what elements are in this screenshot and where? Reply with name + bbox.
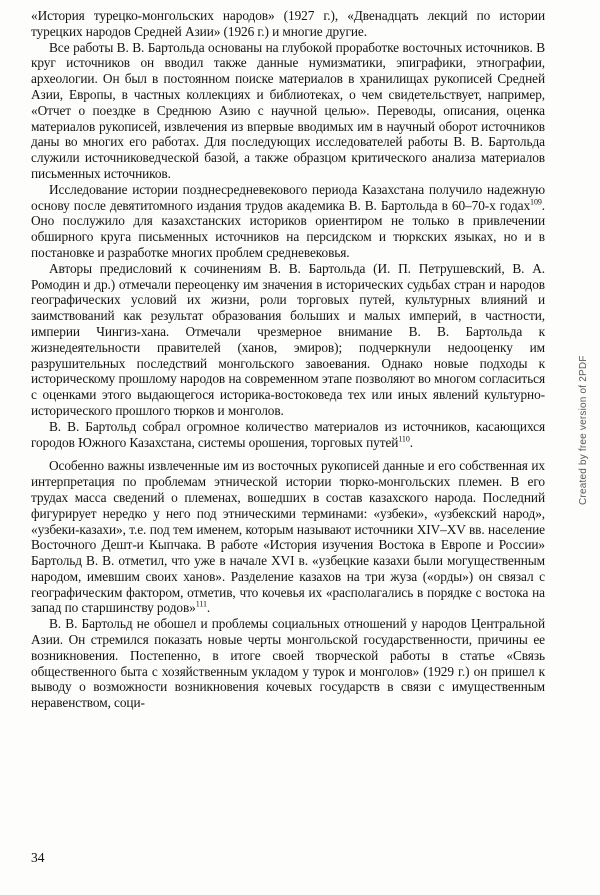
pdf-watermark: Created by free version of 2PDF [578, 355, 589, 505]
paragraph-6-text: Особенно важны извлеченные им из восточных рукописей данные и его собственная их интерпретация по проблемам этнической истории тюрко-монгольских племен. В его трудах масса сведений о племенах, вошедших в состав казахского народа. Последний фигурирует нередко у него под этническими терминами: «узбеки», «узбекский народ», «узбеки-казахи», т.е. под тем именем, которым называют источники XIV–XV вв. население Восточного Дешт-и Кыпчака. В работе «История изучения Востока в Европе и России» Бартольд В. В. отметил, что уже в начале XVI в. «узбецкие казахи были могущественным народом, имевшим своих ханов». Разделение казахов на три жуза («орды») он связал с географическим фактором, отметив, что кочевья их «располагались в порядке с востока на запад по старшинству родов» [31, 458, 545, 616]
page-number: 34 [31, 850, 45, 865]
main-text [31, 8, 545, 711]
paragraph-4-text: Авторы предисловий к сочинениям В. В. Бартольда (И. П. Петрушевский, В. А. Ромодин и др.) отмечали переоценку им значения в исторических судьбах стран и народов географических условий их жизни, роли торговых путей, культурных влияний и заимствований как результат образования больших и малых империй, в частности, империи Чингиз-хана. Отмечали чрезмерное внимание В. В. Бартольда к жизнедеятельности правителей (ханов, эмиров); подчеркнули недооценку им разрушительных последствий монгольского завоевания. Однако новые подходы к историческому прошлому народов на современном этапе позволяют во многом согласиться с оценками этого выдающегося историка-востоковеда тех или иных явлений культурно-исторического прошлого тюрков и монголов. [31, 260, 545, 418]
paragraph-2-text: Все работы В. В. Бартольда основаны на глубокой проработке восточных источников. В круг источников он вводил также данные нумизматики, эпиграфики, этнографии, археологии. Он был в постоянном поиске материалов в хранилищах рукописей Средней Азии, Европы, в частных коллекциях и библиотеках, о чем свидетельствует, например, «Отчет о поездке в Среднюю Азию с научной целью». Переводы, описания, оценка материалов рукописей, извлечения из впервые вводимых им в научный оборот источников даны во многих его работах. Для последующих исследователей работы В. В. Бартольда служили источниковедческой базой, а также образцом критического анализа материалов письменных источников. [31, 39, 545, 181]
paragraph-1-text: «История турецко-монгольских народов» (1927 г.), «Двенадцать лекций по истории турецких народов Средней Азии» (1926 г.) и многие другие. [31, 8, 545, 39]
paragraph-6 [31, 458, 545, 616]
paragraph-1 [31, 8, 545, 40]
footnote-ref-109: 109 [530, 197, 542, 207]
paragraph-5-text: В. В. Бартольд собрал огромное количество материалов из источников, касающихся городов Южного Казахстана, системы орошения, торговых путей [31, 418, 545, 450]
paragraph-3-text-after: . Оно послужило для казахстанских историков ориентиром не только в привлечении обширного круга письменных источников на персидском и тюркских языках, но и в постановке и разработке многих проблем средневековья. [31, 197, 545, 260]
paragraph-3 [31, 182, 545, 261]
paragraph-2 [31, 40, 545, 182]
footnote-ref-111: 111 [195, 600, 207, 610]
paragraph-5 [31, 419, 545, 451]
footnote-ref-110: 110 [398, 434, 410, 444]
paragraph-3-text: Исследование истории позднесредневекового периода Казахстана получило надежную основу после девятитомного издания трудов академика В. В. Бартольда в 60–70-х годах [31, 181, 545, 213]
paragraph-5-text-after: . [409, 434, 413, 450]
paragraph-4 [31, 261, 545, 419]
paragraph-6-text-after: . [206, 600, 211, 616]
paragraph-7-text: В. В. Бартольд не обошел и проблемы социальных отношений у народов Центральной Азии. Он стремился показать новые черты монгольской государственности, причины ее возникновения. Постепенно, в итоге своей творческой работы в статье «Связь общественного быта с хозяйственным укладом у турок и монголов» (1929 г.) он пришел к выводу о возможности возникновения кочевых государств в связи с имущественным неравенством, соци- [31, 616, 545, 711]
paragraph-7 [31, 616, 545, 711]
